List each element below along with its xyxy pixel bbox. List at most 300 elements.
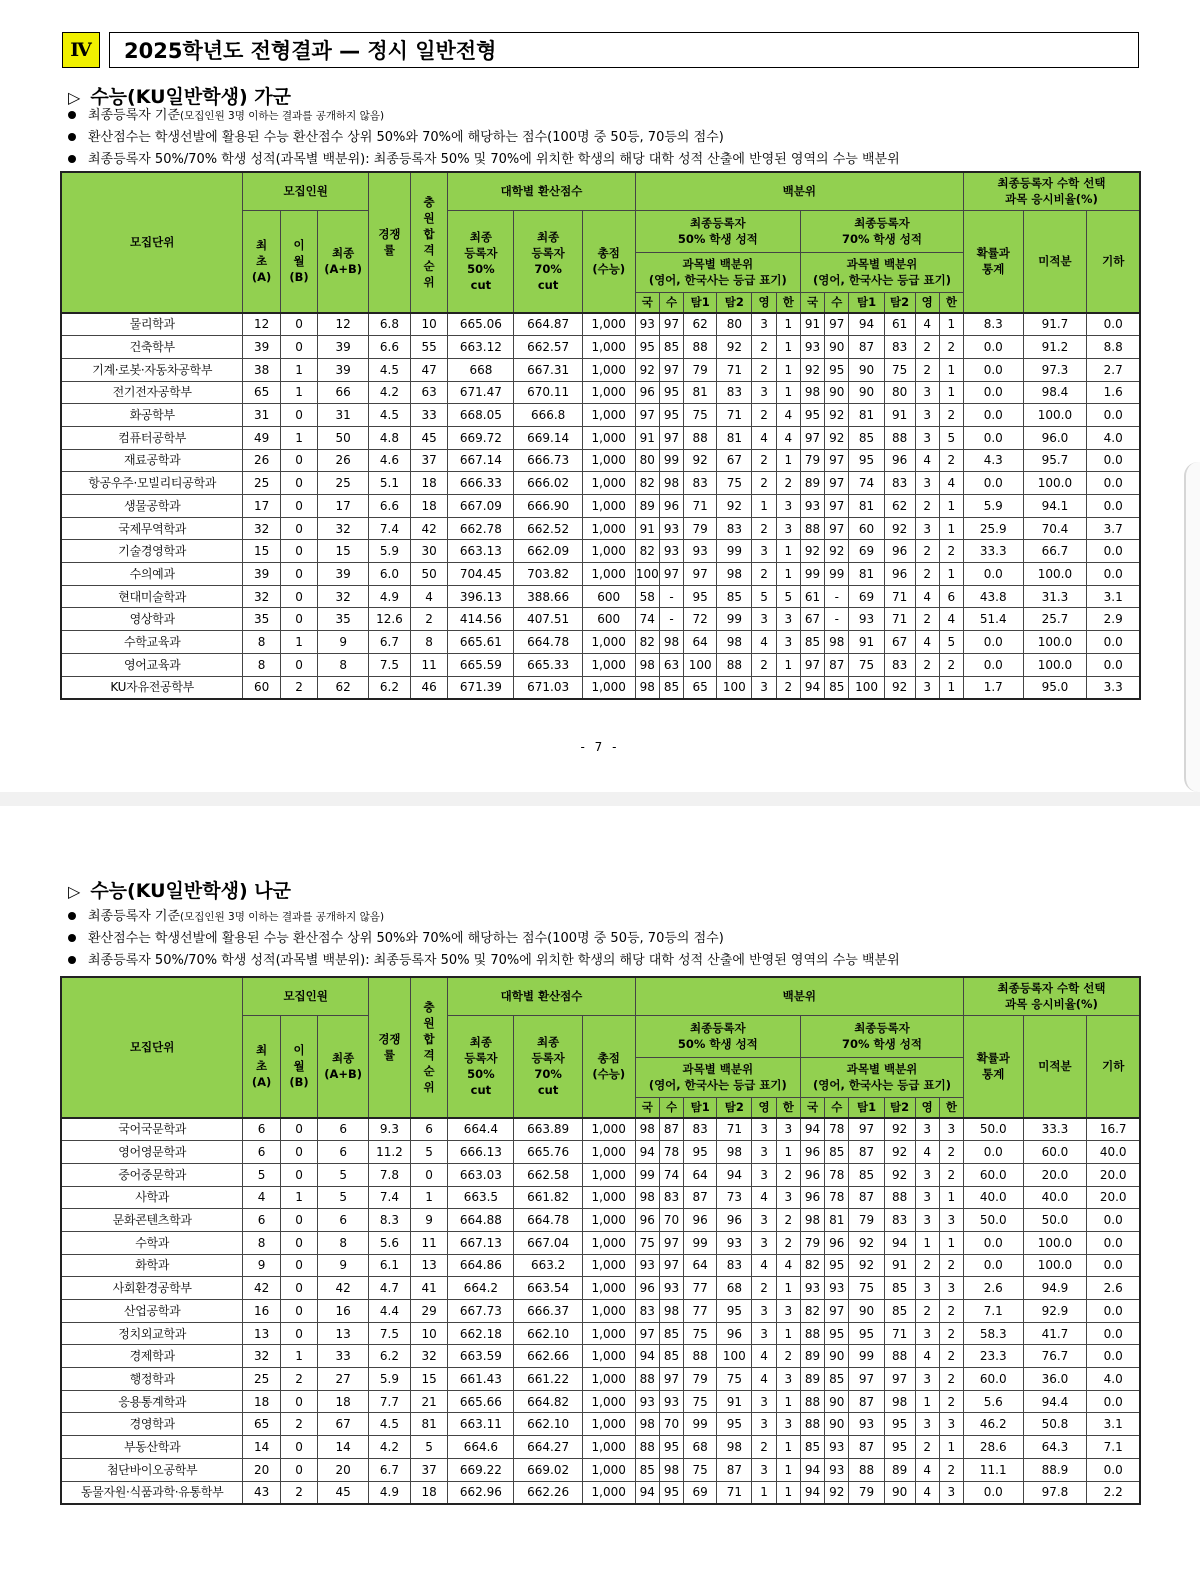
cell-value: 83: [635, 1300, 659, 1323]
cell-value: 6: [318, 1141, 369, 1164]
cell-value: 91: [800, 313, 824, 336]
cell-value: 0: [280, 1390, 317, 1413]
cell-value: 100.0: [1023, 653, 1087, 676]
cell-value: 96: [884, 449, 915, 472]
cell-value: 2: [752, 404, 776, 427]
cell-value: 5: [776, 585, 800, 608]
cell-value: 3: [752, 1163, 776, 1186]
cell-value: 32: [243, 517, 280, 540]
cell-value: 13: [243, 1322, 280, 1345]
cell-value: 2.6: [1087, 1277, 1140, 1300]
cell-value: 2: [939, 1345, 963, 1368]
cell-value: 6.2: [368, 1345, 410, 1368]
table-row: [61, 1231, 1140, 1254]
cell-value: 97: [684, 563, 717, 586]
cell-value: 8.3: [368, 1209, 410, 1232]
cell-value: 664.27: [514, 1436, 582, 1459]
cell-value: 41: [410, 1277, 447, 1300]
cell-value: 3.1: [1087, 1413, 1140, 1436]
cell-value: 93: [825, 1277, 849, 1300]
cell-value: 1: [939, 495, 963, 518]
cell-value: 90: [849, 1300, 884, 1323]
cell-value: 94: [800, 1481, 824, 1504]
cell-value: 1: [752, 1481, 776, 1504]
cell-value: 95: [684, 585, 717, 608]
header-subject-70-2: 탐1: [849, 292, 884, 313]
cell-value: 668: [448, 358, 514, 381]
cell-value: 75: [635, 1231, 659, 1254]
cell-value: 0.0: [964, 1254, 1024, 1277]
cell-value: 2: [939, 1300, 963, 1323]
cell-value: 1,000: [582, 563, 635, 586]
cell-value: 83: [717, 1254, 752, 1277]
cell-value: 3: [939, 1118, 963, 1141]
cell-value: 1: [280, 1345, 317, 1368]
cell-value: 663.03: [448, 1163, 514, 1186]
cell-value: 3: [752, 540, 776, 563]
cell-value: 94.9: [1023, 1277, 1087, 1300]
cell-value: 665.59: [448, 653, 514, 676]
cell-value: 3: [752, 1390, 776, 1413]
cell-value: 64: [684, 1254, 717, 1277]
cell-value: 85: [825, 1141, 849, 1164]
cell-value: 1,000: [582, 336, 635, 359]
cell-value: 1: [939, 563, 963, 586]
cell-value: 4.7: [368, 1277, 410, 1300]
unit-name: 문화콘텐츠학과: [61, 1209, 243, 1232]
cell-value: 81: [717, 426, 752, 449]
header-percentile-group: 백분위: [635, 172, 963, 210]
cell-value: 31: [318, 404, 369, 427]
cell-value: 665.33: [514, 653, 582, 676]
cell-value: 1: [776, 449, 800, 472]
cell-value: 87: [849, 336, 884, 359]
header-total: 총점 (수능): [582, 210, 635, 313]
cell-value: 66: [318, 381, 369, 404]
cell-value: 8: [318, 1231, 369, 1254]
cell-value: 0: [280, 1209, 317, 1232]
cell-value: 0: [280, 313, 317, 336]
cell-value: 2.6: [964, 1277, 1024, 1300]
cell-value: 2: [776, 1163, 800, 1186]
cell-value: 667.14: [448, 449, 514, 472]
cell-value: 662.09: [514, 540, 582, 563]
cell-value: 2: [752, 563, 776, 586]
cell-value: 87: [849, 1390, 884, 1413]
note-3: 최종등록자 50%/70% 학생 성적(과목별 백분위): 최종등록자 50% 및 70%에 위치한 학생의 해당 대학 성적 산출에 반영된 영역의 수능 백분위: [68, 950, 1138, 972]
cell-value: 4: [915, 449, 939, 472]
cell-value: 2: [939, 449, 963, 472]
cell-value: 667.73: [448, 1300, 514, 1323]
cell-value: 93: [825, 1436, 849, 1459]
cell-value: 669.02: [514, 1458, 582, 1481]
header-subject-70-2: 탐1: [849, 1097, 884, 1118]
cell-value: 71: [717, 1118, 752, 1141]
table-row: [61, 449, 1140, 472]
cell-value: 704.45: [448, 563, 514, 586]
cell-value: 62: [684, 313, 717, 336]
cell-value: 664.88: [448, 1209, 514, 1232]
note-2: 환산점수는 학생선발에 활용된 수능 환산점수 상위 50%와 70%에 해당하는 점수(100명 중 50등, 70등의 점수): [68, 127, 1138, 149]
cell-value: 88.9: [1023, 1458, 1087, 1481]
cell-value: 50: [318, 426, 369, 449]
cell-value: 13: [410, 1254, 447, 1277]
cell-value: 4: [939, 608, 963, 631]
cell-value: 7.4: [368, 1186, 410, 1209]
header-subject-50-5: 한: [776, 292, 800, 313]
cell-value: 2: [939, 1368, 963, 1391]
cell-value: 5.9: [964, 495, 1024, 518]
cell-value: 99: [684, 1231, 717, 1254]
cell-value: 95: [659, 1436, 683, 1459]
cell-value: 2: [939, 653, 963, 676]
table-row: [61, 1390, 1140, 1413]
header-sub-70: 과목별 백분위 (영어, 한국사는 등급 표기): [800, 252, 963, 292]
cell-value: 6.8: [368, 313, 410, 336]
cell-value: 98: [800, 381, 824, 404]
cell-value: 83: [884, 336, 915, 359]
cell-value: 100: [717, 1345, 752, 1368]
cell-value: 7.5: [368, 1322, 410, 1345]
cell-value: 96: [659, 495, 683, 518]
cell-value: 78: [825, 1186, 849, 1209]
table-row: [61, 404, 1140, 427]
cell-value: 49: [243, 426, 280, 449]
cell-value: 666.02: [514, 472, 582, 495]
cell-value: 2: [915, 563, 939, 586]
cell-value: 94.1: [1023, 495, 1087, 518]
cell-value: 73: [717, 1186, 752, 1209]
cell-value: 666.13: [448, 1141, 514, 1164]
cell-value: 43: [243, 1481, 280, 1504]
cell-value: 33: [318, 1345, 369, 1368]
unit-name: 수의예과: [61, 563, 243, 586]
cell-value: 95: [849, 1322, 884, 1345]
cell-value: 3: [776, 1368, 800, 1391]
table-row: [61, 381, 1140, 404]
cell-value: 2: [752, 1277, 776, 1300]
cell-value: 90: [825, 336, 849, 359]
header-subject-50-4: 영: [752, 1097, 776, 1118]
cell-value: 665.76: [514, 1141, 582, 1164]
note-3: 최종등록자 50%/70% 학생 성적(과목별 백분위): 최종등록자 50% 및 70%에 위치한 학생의 해당 대학 성적 산출에 반영된 영역의 수능 백분위: [68, 149, 1138, 171]
cell-value: 64: [684, 631, 717, 654]
cell-value: 65: [243, 1413, 280, 1436]
header-final: 최종 (A+B): [318, 210, 369, 313]
cell-value: 88: [684, 336, 717, 359]
cell-value: 76.7: [1023, 1345, 1087, 1368]
cell-value: 60: [849, 517, 884, 540]
cell-value: 667.04: [514, 1231, 582, 1254]
cell-value: 62: [318, 676, 369, 699]
cell-value: 98: [635, 676, 659, 699]
cell-value: 87: [849, 1436, 884, 1459]
cell-value: 93: [684, 540, 717, 563]
cell-value: 1: [939, 676, 963, 699]
cell-value: 20.0: [1087, 1163, 1140, 1186]
cell-value: 2: [939, 1390, 963, 1413]
cell-value: 1,000: [582, 381, 635, 404]
header-p50-title: 최종등록자 50% 학생 성적: [635, 1015, 800, 1057]
cell-value: 99: [717, 608, 752, 631]
cell-value: 666.90: [514, 495, 582, 518]
cell-value: 662.66: [514, 1345, 582, 1368]
cell-value: 1,000: [582, 1209, 635, 1232]
cell-value: 3: [915, 1186, 939, 1209]
cell-value: 14: [243, 1436, 280, 1459]
cell-value: 1: [280, 381, 317, 404]
cell-value: 3: [915, 1118, 939, 1141]
cell-value: 3.7: [1087, 517, 1140, 540]
cell-value: 81: [849, 563, 884, 586]
cell-value: 2: [915, 1254, 939, 1277]
header-competition: 경쟁 률: [368, 172, 410, 313]
cell-value: 664.87: [514, 313, 582, 336]
cell-value: 58: [635, 585, 659, 608]
cell-value: 88: [684, 1345, 717, 1368]
cell-value: 1: [939, 381, 963, 404]
cell-value: 2: [752, 358, 776, 381]
cell-value: 3: [752, 1118, 776, 1141]
cell-value: 3: [752, 1141, 776, 1164]
cell-value: 669.72: [448, 426, 514, 449]
cell-value: 93: [659, 517, 683, 540]
header-subject-50-2: 탐1: [684, 1097, 717, 1118]
header-total: 총점 (수능): [582, 1015, 635, 1118]
header-unit: 모집단위: [61, 172, 243, 313]
cell-value: 662.10: [514, 1413, 582, 1436]
cell-value: 71: [884, 608, 915, 631]
cell-value: 0.0: [1087, 1209, 1140, 1232]
cell-value: 70.4: [1023, 517, 1087, 540]
cell-value: 60: [243, 676, 280, 699]
cell-value: 666.33: [448, 472, 514, 495]
cell-value: 661.22: [514, 1368, 582, 1391]
cell-value: 90: [849, 358, 884, 381]
cell-value: 98: [717, 1141, 752, 1164]
cell-value: 668.05: [448, 404, 514, 427]
cell-value: 0: [280, 517, 317, 540]
cell-value: 663.2: [514, 1254, 582, 1277]
cell-value: 663.54: [514, 1277, 582, 1300]
cell-value: 97: [800, 426, 824, 449]
cell-value: 18: [243, 1390, 280, 1413]
cell-value: 14: [318, 1436, 369, 1459]
cell-value: 95: [635, 336, 659, 359]
cell-value: 3: [915, 1277, 939, 1300]
cell-value: 1: [776, 1458, 800, 1481]
cell-value: 82: [800, 1300, 824, 1323]
cell-value: 93: [635, 1390, 659, 1413]
cell-value: 92: [884, 1163, 915, 1186]
cell-value: 0.0: [1087, 472, 1140, 495]
cell-value: 78: [825, 1118, 849, 1141]
cell-value: 3: [776, 1300, 800, 1323]
cell-value: 1,000: [582, 517, 635, 540]
cell-value: 1: [776, 1141, 800, 1164]
cell-value: 0.0: [964, 631, 1024, 654]
cell-value: 2: [915, 653, 939, 676]
cell-value: 669.14: [514, 426, 582, 449]
cell-value: 83: [884, 472, 915, 495]
header-waitlist: 충 원 합 격 순 위: [410, 977, 447, 1118]
cell-value: 92: [800, 358, 824, 381]
unit-name: 응용통계학과: [61, 1390, 243, 1413]
cell-value: 0.0: [964, 1481, 1024, 1504]
header-subject-70-3: 탐2: [884, 292, 915, 313]
cell-value: 92: [884, 1141, 915, 1164]
cell-value: 96: [800, 1186, 824, 1209]
cell-value: 88: [884, 1345, 915, 1368]
cell-value: 3.1: [1087, 585, 1140, 608]
cell-value: 3: [752, 1300, 776, 1323]
cell-value: 3: [752, 1322, 776, 1345]
cell-value: 388.66: [514, 585, 582, 608]
header-subject-50-4: 영: [752, 292, 776, 313]
cell-value: 95.0: [1023, 676, 1087, 699]
unit-name: 부동산학과: [61, 1436, 243, 1459]
header-subject-70-4: 영: [915, 292, 939, 313]
cell-value: 97: [659, 1368, 683, 1391]
cell-value: 1,000: [582, 540, 635, 563]
cell-value: 42: [318, 1277, 369, 1300]
cell-value: 85: [849, 426, 884, 449]
unit-name: 재료공학과: [61, 449, 243, 472]
cell-value: 4: [915, 313, 939, 336]
cell-value: 0.0: [1087, 449, 1140, 472]
cell-value: 93: [717, 1231, 752, 1254]
cell-value: 0.0: [1087, 1231, 1140, 1254]
cell-value: 5: [410, 1436, 447, 1459]
cell-value: 1,000: [582, 1254, 635, 1277]
cell-value: 23.3: [964, 1345, 1024, 1368]
cell-value: 4.0: [1087, 1368, 1140, 1391]
cell-value: 2: [752, 517, 776, 540]
chapter-number: Ⅳ: [62, 32, 100, 68]
cell-value: 64: [684, 1163, 717, 1186]
cell-value: 1: [939, 1436, 963, 1459]
cell-value: 46.2: [964, 1413, 1024, 1436]
table-row: [61, 608, 1140, 631]
cell-value: 92: [884, 1118, 915, 1141]
table-row: [61, 1163, 1140, 1186]
cell-value: 4: [915, 631, 939, 654]
cell-value: 6.0: [368, 563, 410, 586]
cell-value: 664.78: [514, 631, 582, 654]
cell-value: 2: [752, 336, 776, 359]
cell-value: 96: [800, 1141, 824, 1164]
cell-value: 40.0: [1023, 1186, 1087, 1209]
cell-value: 0.0: [1087, 495, 1140, 518]
cell-value: 1: [939, 358, 963, 381]
cell-value: 0.0: [1087, 1390, 1140, 1413]
results-table-na: [60, 976, 1141, 1505]
cell-value: 85: [659, 336, 683, 359]
cell-value: 81: [849, 495, 884, 518]
cell-value: 4.5: [368, 358, 410, 381]
cell-value: 2: [752, 1436, 776, 1459]
cell-value: 1: [776, 1481, 800, 1504]
cell-value: 98: [659, 472, 683, 495]
cell-value: 15: [318, 540, 369, 563]
cell-value: 60.0: [964, 1163, 1024, 1186]
cell-value: 1,000: [582, 1163, 635, 1186]
cell-value: 4.9: [368, 585, 410, 608]
cell-value: 703.82: [514, 563, 582, 586]
cell-value: 85: [884, 1300, 915, 1323]
cell-value: 662.10: [514, 1322, 582, 1345]
table-row: [61, 1300, 1140, 1323]
cell-value: 0: [280, 472, 317, 495]
cell-value: 78: [659, 1141, 683, 1164]
cell-value: 1,000: [582, 1345, 635, 1368]
cell-value: 93: [659, 1277, 683, 1300]
cell-value: 4: [939, 472, 963, 495]
cell-value: 3: [776, 631, 800, 654]
cell-value: 1: [939, 1231, 963, 1254]
cell-value: 0.0: [1087, 1345, 1140, 1368]
cell-value: 81: [825, 1209, 849, 1232]
cell-value: 60.0: [1023, 1141, 1087, 1164]
cell-value: 25.9: [964, 517, 1024, 540]
header-sub-50: 과목별 백분위 (영어, 한국사는 등급 표기): [635, 1057, 800, 1097]
cell-value: 58.3: [964, 1322, 1024, 1345]
cell-value: 1,000: [582, 313, 635, 336]
cell-value: 3: [776, 1186, 800, 1209]
cell-value: 81: [410, 1413, 447, 1436]
header-sub-50: 과목별 백분위 (영어, 한국사는 등급 표기): [635, 252, 800, 292]
unit-name: 화학과: [61, 1254, 243, 1277]
unit-name: 물리학과: [61, 313, 243, 336]
cell-value: 85: [800, 631, 824, 654]
scroll-handle[interactable]: [1184, 462, 1200, 792]
cell-value: 97.8: [1023, 1481, 1087, 1504]
unit-name: 화공학부: [61, 404, 243, 427]
cell-value: 75: [884, 358, 915, 381]
cell-value: 51.4: [964, 608, 1024, 631]
cell-value: 67: [800, 608, 824, 631]
cell-value: 97: [659, 563, 683, 586]
cell-value: 2: [776, 1209, 800, 1232]
cell-value: 4: [915, 1345, 939, 1368]
unit-name: KU자유전공학부: [61, 676, 243, 699]
cell-value: 87: [825, 653, 849, 676]
cell-value: 33.3: [964, 540, 1024, 563]
cell-value: 2: [776, 1231, 800, 1254]
cell-value: 87: [684, 1186, 717, 1209]
cell-value: 4.6: [368, 449, 410, 472]
cell-value: 100.0: [1023, 1254, 1087, 1277]
cell-value: 1,000: [582, 495, 635, 518]
cell-value: 88: [635, 1368, 659, 1391]
unit-name: 사학과: [61, 1186, 243, 1209]
cell-value: 16: [243, 1300, 280, 1323]
cell-value: 0.0: [964, 472, 1024, 495]
cell-value: 3: [915, 426, 939, 449]
cell-value: 32: [243, 1345, 280, 1368]
unit-name: 영어영문학과: [61, 1141, 243, 1164]
cell-value: 6: [243, 1141, 280, 1164]
cell-value: 0.0: [964, 426, 1024, 449]
cell-value: 1,000: [582, 676, 635, 699]
cell-value: 97: [635, 404, 659, 427]
cell-value: 12.6: [368, 608, 410, 631]
cell-value: 100.0: [1023, 1231, 1087, 1254]
cell-value: 4: [752, 1186, 776, 1209]
cell-value: 4: [915, 585, 939, 608]
cell-value: 68: [717, 1277, 752, 1300]
cell-value: 75: [684, 404, 717, 427]
